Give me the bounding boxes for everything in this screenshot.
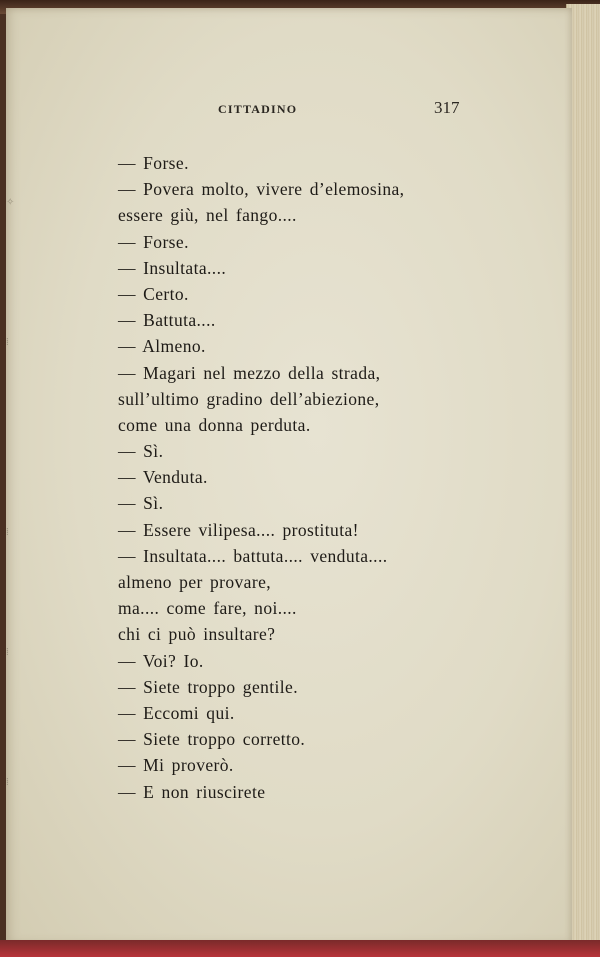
text-line: — Povera molto, vivere d’elemosina, <box>118 179 405 200</box>
text-line: — Sì. <box>118 441 164 462</box>
text-line: — Battuta.... <box>118 310 216 331</box>
text-line: — Sì. <box>118 493 164 514</box>
text-line: — Siete troppo gentile. <box>118 676 299 697</box>
text-line: — Venduta. <box>118 467 208 488</box>
show-through-mark: ⁞ <box>6 338 9 348</box>
text-line: come una donna perduta. <box>118 414 311 435</box>
show-through-mark: ✧ <box>6 198 15 208</box>
book-page <box>6 8 572 944</box>
text-line: chi ci può insultare? <box>118 624 276 645</box>
text-line: — Mi proverò. <box>118 755 234 776</box>
book-binding-edge <box>0 940 600 957</box>
show-through-mark: ⁞ <box>6 648 9 658</box>
text-line: — Eccomi qui. <box>118 702 235 723</box>
text-line: — Forse. <box>118 153 189 173</box>
show-through-mark: ⁞ <box>6 528 9 538</box>
page-number: 317 <box>434 98 460 117</box>
text-line: — Essere vilipesa.... prostituta! <box>118 519 359 540</box>
text-line: — Voi? Io. <box>118 650 204 671</box>
text-line: — E non riuscirete <box>118 781 266 802</box>
text-line: — Forse. <box>118 231 189 252</box>
running-title: CITTADINO <box>218 102 298 116</box>
text-line: — Magari nel mezzo della strada, <box>118 362 381 383</box>
text-line: — Insultata.... <box>118 257 227 278</box>
text-line: — Almeno. <box>118 336 206 357</box>
text-line: ma.... come fare, noi.... <box>118 598 297 619</box>
text-line: — Insultata.... battuta.... venduta.... <box>118 545 388 566</box>
text-line: almeno per provare, <box>118 572 272 592</box>
dialogue-text <box>118 150 438 805</box>
text-line: — Certo. <box>118 283 189 304</box>
text-line: essere giù, nel fango.... <box>118 205 297 226</box>
running-header <box>6 96 572 126</box>
show-through-mark: ⁞ <box>6 778 9 788</box>
text-line: — Siete troppo corretto. <box>118 729 306 750</box>
text-line: sull’ultimo gradino dell’abiezione, <box>118 388 380 409</box>
